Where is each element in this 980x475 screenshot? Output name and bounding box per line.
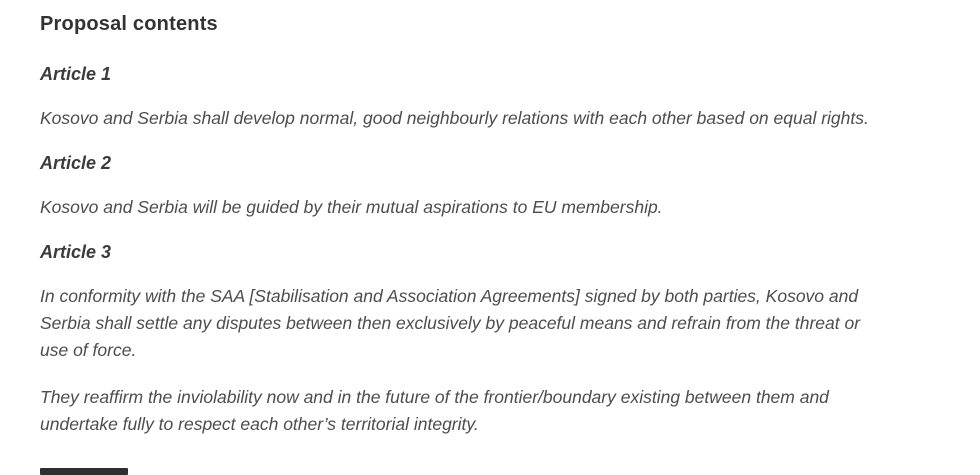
article-section-2 <box>40 152 910 221</box>
article-section-3 <box>40 241 910 438</box>
article-2-paragraph: Kosovo and Serbia will be guided by their mutual aspirations to EU membership. <box>40 197 663 217</box>
article-3-paragraph-1: In conformity with the SAA [Stabilisation and Association Agreements] signed by both parties, Kosovo and Serbia shall settle any disputes between then exclusively by peaceful means and refrain from the threat or use of force. <box>40 286 861 360</box>
article-section-1 <box>40 63 910 132</box>
article-1-paragraph: Kosovo and Serbia shall develop normal, good neighbourly relations with each other based on equal rights. <box>40 108 869 128</box>
article-1-heading: Article 1 <box>40 64 112 84</box>
article-2-heading: Article 2 <box>40 153 112 173</box>
clipped-next-heading-bar <box>40 468 128 475</box>
article-3-paragraph-2: They reaffirm the inviolability now and in the future of the frontier/boundary existing between them and undertake fully to respect each other’s territorial integrity. <box>40 387 829 434</box>
article-3-heading: Article 3 <box>40 242 112 262</box>
page-title: Proposal contents <box>40 13 218 35</box>
